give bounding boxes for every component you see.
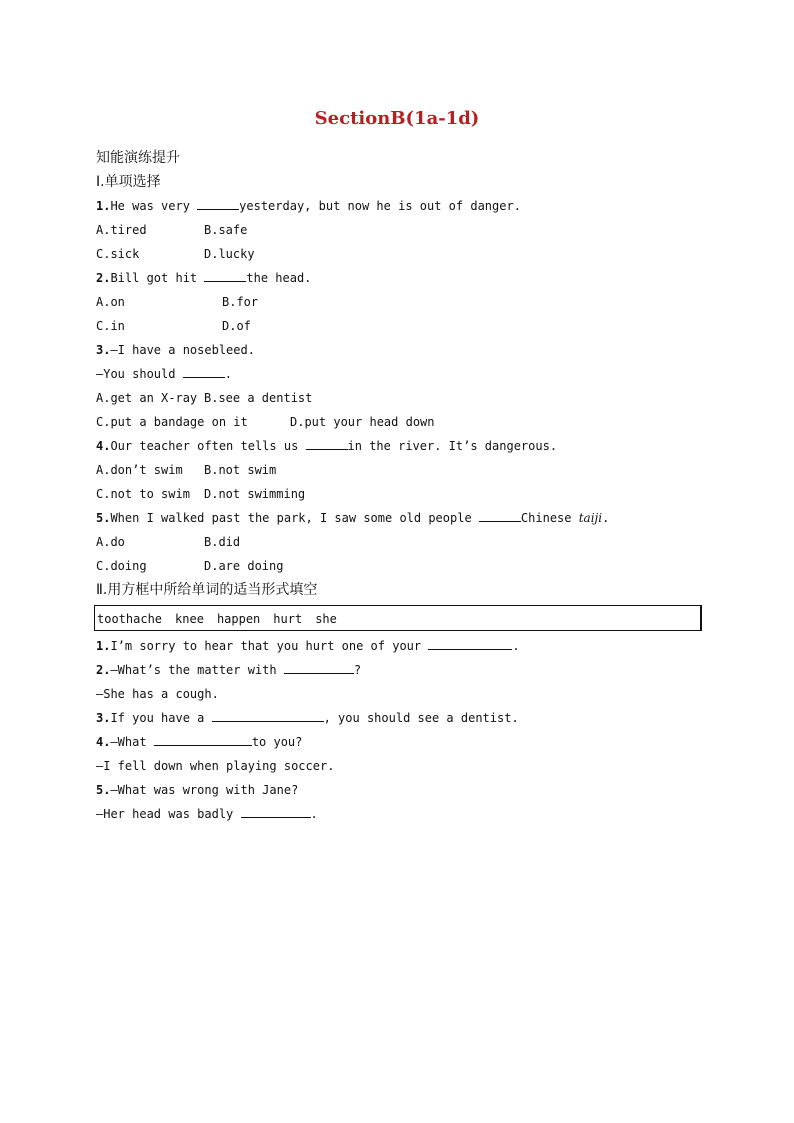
option-c[interactable]: C.doing — [96, 559, 147, 573]
answer-blank[interactable] — [241, 803, 311, 818]
word-bank-item: toothache — [97, 612, 163, 626]
fill-question-2 — [96, 658, 716, 682]
question-number: 1. — [96, 639, 111, 653]
question-text: Our teacher often tells us — [110, 439, 306, 453]
question-number: 1. — [96, 199, 111, 213]
options-row — [96, 386, 716, 410]
question-number: 2. — [96, 663, 111, 677]
option-b[interactable]: B.for — [222, 295, 259, 309]
subtitle: 知能演练提升 — [96, 150, 180, 166]
question-text: the head. — [246, 271, 312, 285]
question-number: 4. — [96, 439, 111, 453]
part2-heading: Ⅱ.用方框中所给单词的适当形式填空 — [96, 582, 318, 598]
question-text: I’m sorry to hear that you hurt one of your — [110, 639, 429, 653]
fill-question-4 — [96, 730, 716, 754]
option-b[interactable]: B.not swim — [204, 463, 277, 477]
option-b[interactable]: B.did — [204, 535, 241, 549]
answer-blank[interactable] — [306, 435, 348, 450]
word-bank-item: happen — [216, 612, 261, 626]
page-title: SectionB(1a-1d) — [314, 108, 480, 129]
question-text: yesterday, but now he is out of danger. — [239, 199, 521, 213]
question-text: —She has a cough. — [96, 687, 219, 701]
options-row — [96, 218, 716, 242]
option-c[interactable]: C.in — [96, 319, 125, 333]
options-row — [96, 554, 716, 578]
italic-word: taiji — [578, 511, 603, 525]
options-row — [96, 530, 716, 554]
option-a[interactable]: A.do — [96, 535, 125, 549]
question-1 — [96, 194, 716, 218]
option-c[interactable]: C.put a bandage on it — [96, 415, 248, 429]
question-4 — [96, 434, 716, 458]
question-number: 5. — [96, 511, 111, 525]
question-text: in the river. It’s dangerous. — [347, 439, 558, 453]
option-a[interactable]: A.get an X-ray — [96, 391, 198, 405]
answer-blank[interactable] — [428, 635, 512, 650]
worksheet-content — [96, 146, 716, 826]
answer-blank[interactable] — [284, 659, 354, 674]
question-number: 3. — [96, 343, 111, 357]
answer-blank[interactable] — [204, 267, 246, 282]
option-a[interactable]: A.don’t swim — [96, 463, 183, 477]
question-3 — [96, 338, 716, 362]
answer-blank[interactable] — [212, 707, 324, 722]
question-text: —What was wrong with Jane? — [110, 783, 299, 797]
fill-question-5 — [96, 778, 716, 802]
question-text: He was very — [110, 199, 198, 213]
option-c[interactable]: C.not to swim — [96, 487, 190, 501]
question-text: —I fell down when playing soccer. — [96, 759, 335, 773]
question-text: , you should see a dentist. — [323, 711, 519, 725]
options-row — [96, 242, 716, 266]
answer-blank[interactable] — [154, 731, 252, 746]
part1-heading: Ⅰ.单项选择 — [96, 174, 161, 190]
question-text: . — [602, 511, 610, 525]
fill-question-1 — [96, 634, 716, 658]
question-text: —What’s the matter with — [110, 663, 284, 677]
word-bank-box — [94, 605, 702, 631]
options-row — [96, 482, 716, 506]
option-d[interactable]: D.put your head down — [290, 415, 435, 429]
question-text: Chinese — [520, 511, 579, 525]
options-row — [96, 410, 716, 434]
question-number: 2. — [96, 271, 111, 285]
question-5 — [96, 506, 716, 530]
question-text: —What — [110, 735, 154, 749]
question-text: When I walked past the park, I saw some old people — [110, 511, 479, 525]
options-row — [96, 290, 716, 314]
question-number: 4. — [96, 735, 111, 749]
option-b[interactable]: B.see a dentist — [204, 391, 313, 405]
question-text: Bill got hit — [110, 271, 205, 285]
question-text: ? — [353, 663, 362, 677]
fill-question-2-line2 — [96, 682, 716, 706]
word-bank-item: hurt — [273, 612, 303, 626]
question-number: 5. — [96, 783, 111, 797]
answer-blank[interactable] — [197, 195, 239, 210]
option-a[interactable]: A.on — [96, 295, 125, 309]
option-d[interactable]: D.of — [222, 319, 251, 333]
option-b[interactable]: B.safe — [204, 223, 248, 237]
answer-blank[interactable] — [183, 363, 225, 378]
question-text: —I have a nosebleed. — [110, 343, 255, 357]
question-text: If you have a — [110, 711, 212, 725]
option-a[interactable]: A.tired — [96, 223, 147, 237]
question-text: . — [512, 639, 520, 653]
fill-question-4-line2 — [96, 754, 716, 778]
option-d[interactable]: D.lucky — [204, 247, 255, 261]
option-d[interactable]: D.not swimming — [204, 487, 306, 501]
word-bank-item: she — [315, 612, 337, 626]
question-text: —You should — [96, 367, 183, 381]
question-text: to you? — [251, 735, 303, 749]
question-3-line2 — [96, 362, 716, 386]
question-text: . — [224, 367, 232, 381]
fill-question-5-line2 — [96, 802, 716, 826]
question-text: —Her head was badly — [96, 807, 241, 821]
question-number: 3. — [96, 711, 111, 725]
answer-blank[interactable] — [479, 507, 521, 522]
fill-question-3 — [96, 706, 716, 730]
option-d[interactable]: D.are doing — [204, 559, 284, 573]
question-2 — [96, 266, 716, 290]
question-text: . — [310, 807, 318, 821]
option-c[interactable]: C.sick — [96, 247, 140, 261]
options-row — [96, 458, 716, 482]
options-row — [96, 314, 716, 338]
word-bank-item: knee — [175, 612, 204, 626]
